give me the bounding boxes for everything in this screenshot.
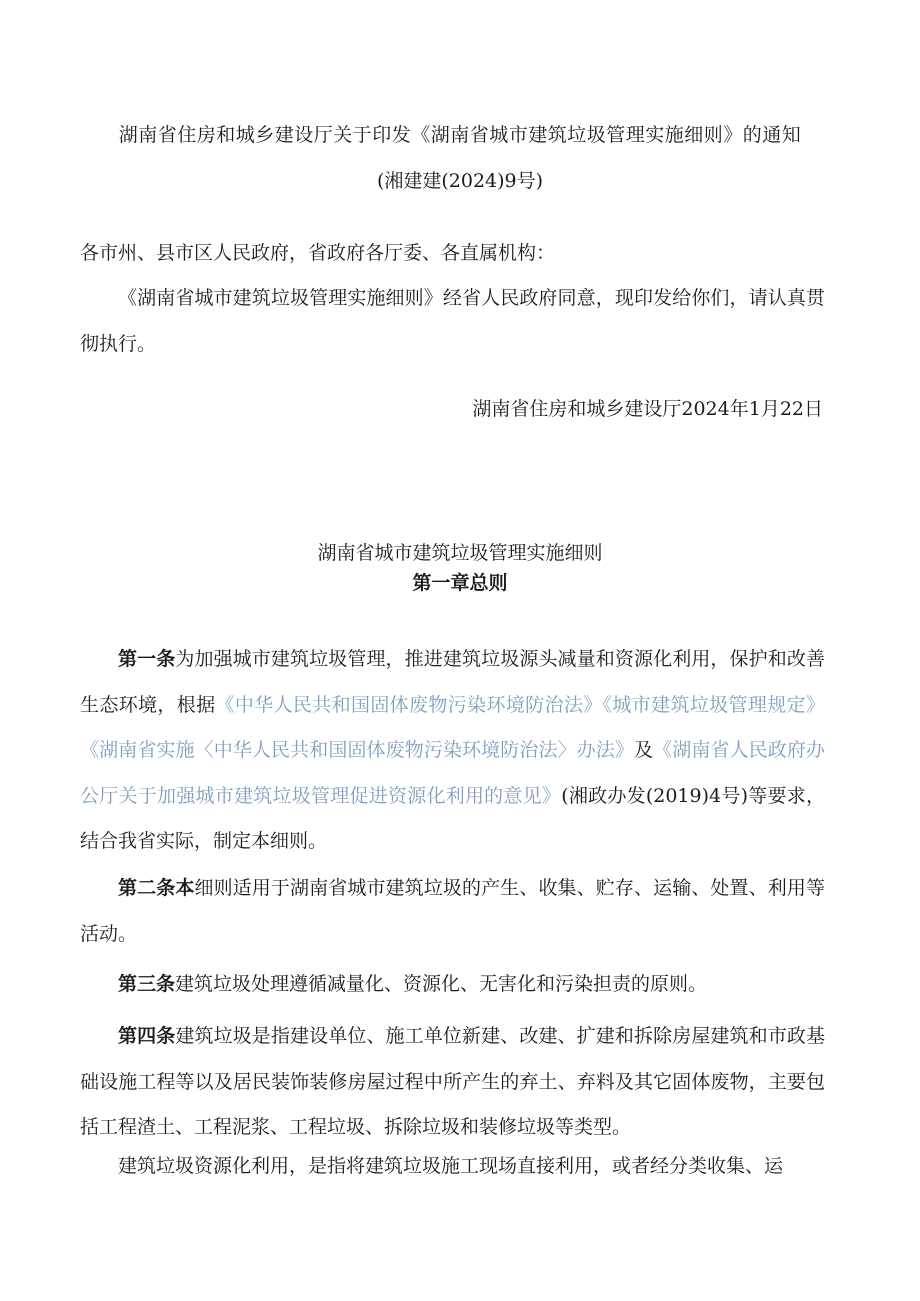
notice-signature: 湖南省住房和城乡建设厅2024年1月22日 — [472, 398, 823, 420]
article-1 — [80, 637, 825, 865]
article-4-text: 建筑垃圾是指建设单位、施工单位新建、改建、扩建和拆除房屋建筑和市政基础设施工程等以及居民装饰装修房屋过程中所产生的弃土、弃料及其它固体废物，主要包括工程渣土、工程泥浆、工程垃圾、拆除垃圾和装修垃圾等类型。 — [80, 1025, 825, 1138]
notice-title: 湖南省住房和城乡建设厅关于印发《湖南省城市建筑垃圾管理实施细则》的通知 — [118, 124, 802, 146]
law-link-hunan-implementation[interactable]: 《湖南省实施〈中华人民共和国固体废物污染环境防治法〉办法》 — [80, 739, 635, 761]
article-3-label: 第三条 — [118, 973, 176, 995]
article-2-text: 细则适用于湖南省城市建筑垃圾的产生、收集、贮存、运输、处置、利用等活动。 — [80, 877, 825, 945]
chapter-heading: 第一章总则 — [412, 572, 508, 594]
rules-title: 湖南省城市建筑垃圾管理实施细则 — [317, 542, 603, 564]
notice-addressee: 各市州、县市区人民政府，省政府各厅委、各直属机构： — [80, 242, 556, 264]
article-2-label: 第二条本 — [118, 877, 195, 899]
article-2 — [80, 866, 825, 957]
article-1-text-a: 为加强城市建筑垃圾管理，推进建筑垃圾源头减量和资源化利用，保护和改善生态环境，根据 — [80, 648, 825, 716]
article-3 — [80, 962, 825, 1008]
article-1-text-c: (湘政办发(2019)4号)等要求，结合我省实际，制定本细则。 — [80, 784, 825, 852]
law-link-solid-waste[interactable]: 《中华人民共和国固体废物污染环境防治法》 — [215, 693, 603, 716]
article-1-text-b: 及 — [634, 739, 654, 761]
article-1-label: 第一条 — [118, 648, 176, 670]
article-3-text: 建筑垃圾处理遵循减量化、资源化、无害化和污染担责的原则。 — [175, 973, 708, 995]
law-link-hunan-opinion[interactable]: 《湖南省人民政府办公厅关于加强城市建筑垃圾管理促进资源化利用的意见》 — [80, 739, 825, 807]
notice-doc-number: (湘建建(2024)9号) — [376, 170, 544, 192]
article-4 — [80, 1014, 825, 1151]
law-link-construction-waste-rules[interactable]: 《城市建筑垃圾管理规定》 — [602, 693, 825, 716]
article-4-label: 第四条 — [118, 1025, 176, 1047]
notice-body: 《湖南省城市建筑垃圾管理实施细则》经省人民政府同意，现印发给你们，请认真贯彻执行。 — [80, 287, 825, 355]
resource-paragraph: 建筑垃圾资源化利用，是指将建筑垃圾施工现场直接利用，或者经分类收集、运 — [118, 1155, 784, 1177]
